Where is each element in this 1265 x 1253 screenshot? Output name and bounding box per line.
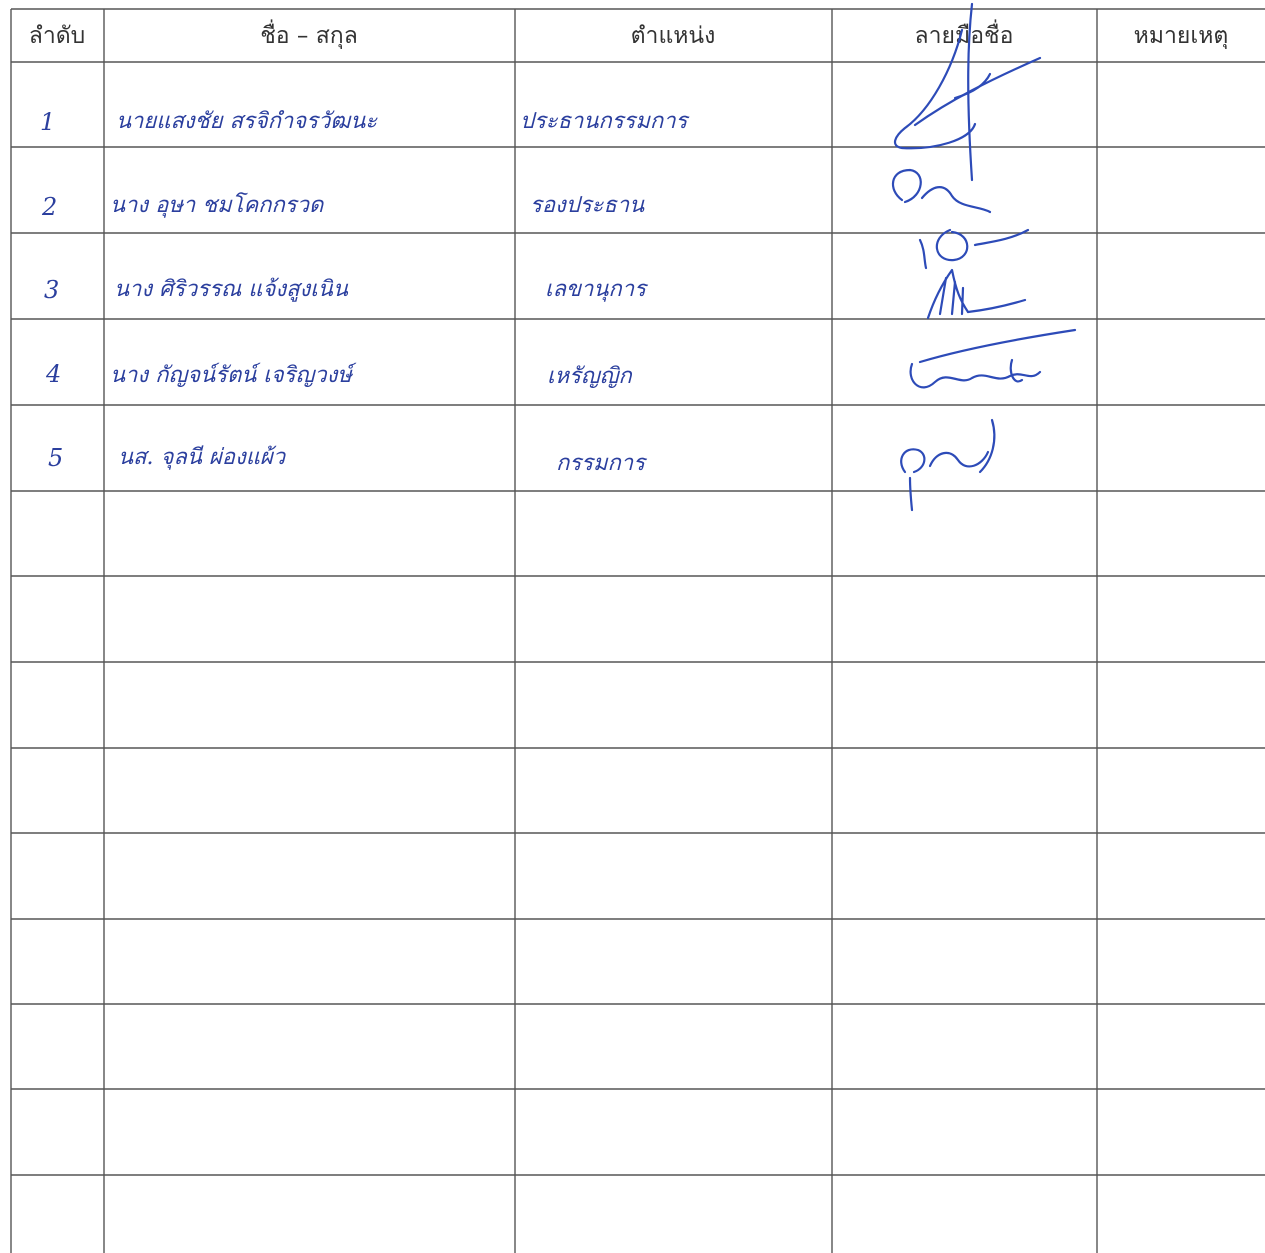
header-position: ตำแหน่ง (630, 23, 716, 49)
row-2-position: รองประธาน (530, 193, 645, 218)
row-2-no: 2 (42, 193, 58, 221)
row-1-position: ประธานกรรมการ (520, 109, 688, 134)
handwritten-signature-icon (911, 330, 1075, 387)
row-4-name: นาง กัญจน์รัตน์ เจริญวงษ์ (110, 363, 352, 388)
row-3-name: นาง ศิริวรรณ แจ้งสูงเนิน (114, 277, 348, 302)
row-1-no: 1 (40, 108, 56, 136)
row-5-name: นส. จุลนี ผ่องแผ้ว (118, 445, 286, 470)
row-2-name: นาง อุษา ชมโคกกรวด (110, 193, 324, 218)
handwritten-signature-icon (901, 420, 994, 510)
table-row (41, 192, 645, 221)
header-remark: หมายเหตุ (1133, 23, 1229, 49)
row-3-position: เลขานุการ (545, 277, 646, 302)
header-signature: ลายมือชื่อ (914, 23, 1014, 49)
table-row (48, 444, 648, 476)
table-row (40, 108, 691, 136)
header-row (29, 19, 1229, 49)
row-4-no: 4 (46, 360, 62, 388)
handwritten-signature-icon (893, 170, 1028, 268)
row-1-name: นายแสงชัย สรจิกำจรวัฒนะ (116, 109, 378, 134)
header-name: ชื่อ – สกุล (260, 23, 358, 49)
row-5-no: 5 (48, 444, 64, 472)
header-no: ลำดับ (28, 23, 86, 49)
row-5-position: กรรมการ (556, 451, 645, 476)
table-row (45, 360, 633, 389)
handwritten-signature-icon (928, 270, 1025, 318)
row-3-no: 3 (44, 276, 60, 304)
table-row (44, 276, 649, 304)
row-4-position: เหรัญญิก (547, 364, 632, 389)
